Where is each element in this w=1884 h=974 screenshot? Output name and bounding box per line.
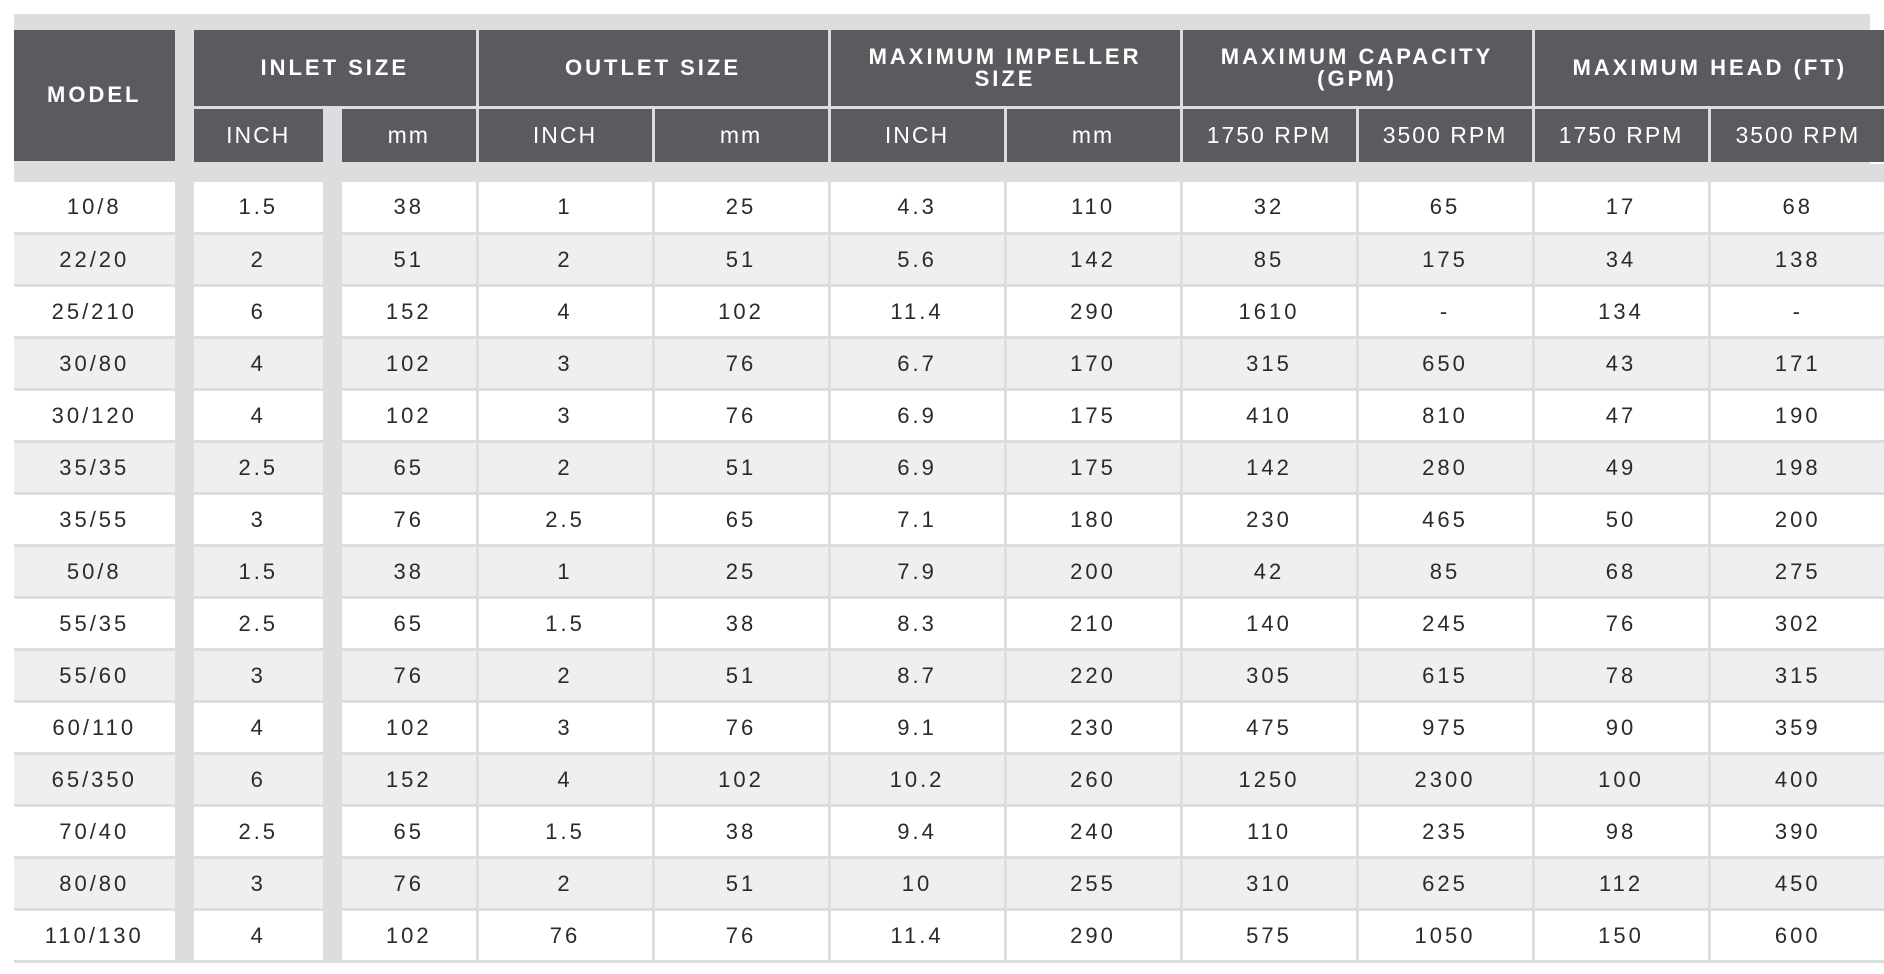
cell-impeller-mm: 290 [1005, 286, 1181, 338]
cell-head-3500: 138 [1709, 234, 1884, 286]
cell-capacity-1750: 1610 [1181, 286, 1357, 338]
cell-inlet-mm: 65 [342, 442, 477, 494]
cell-outlet-mm: 102 [653, 286, 829, 338]
cell-outlet-inch: 1 [477, 546, 653, 598]
header-row-main [14, 30, 1884, 107]
header-model: MODEL [14, 30, 176, 162]
cell-head-3500: 390 [1709, 806, 1884, 858]
subheader-outlet-inch: INCH [477, 107, 653, 162]
cell-capacity-3500: 85 [1357, 546, 1533, 598]
cell-outlet-mm: 51 [653, 858, 829, 910]
cell-capacity-3500: 175 [1357, 234, 1533, 286]
cell-impeller-mm: 180 [1005, 494, 1181, 546]
cell-outlet-inch: 1.5 [477, 598, 653, 650]
cell-impeller-inch: 7.1 [829, 494, 1005, 546]
cell-capacity-1750: 575 [1181, 910, 1357, 962]
cell-inlet-mm: 51 [342, 234, 477, 286]
header-max-capacity [1181, 30, 1533, 107]
cell-model: 70/40 [14, 806, 176, 858]
table-row [14, 858, 1884, 910]
cell-impeller-inch: 8.7 [829, 650, 1005, 702]
table-row [14, 286, 1884, 338]
cell-inlet-inch: 6 [194, 754, 324, 806]
column-gap [324, 286, 342, 338]
cell-head-3500: 600 [1709, 910, 1884, 962]
cell-impeller-mm: 220 [1005, 650, 1181, 702]
cell-capacity-3500: 65 [1357, 182, 1533, 234]
cell-head-3500: 359 [1709, 702, 1884, 754]
cell-head-1750: 68 [1533, 546, 1709, 598]
cell-impeller-inch: 7.9 [829, 546, 1005, 598]
cell-head-3500: 171 [1709, 338, 1884, 390]
cell-capacity-3500: 625 [1357, 858, 1533, 910]
cell-model: 60/110 [14, 702, 176, 754]
cell-inlet-inch: 2.5 [194, 442, 324, 494]
cell-capacity-1750: 140 [1181, 598, 1357, 650]
column-gap [324, 546, 342, 598]
cell-head-1750: 17 [1533, 182, 1709, 234]
cell-impeller-inch: 8.3 [829, 598, 1005, 650]
cell-inlet-mm: 65 [342, 598, 477, 650]
cell-inlet-inch: 1.5 [194, 546, 324, 598]
cell-impeller-inch: 11.4 [829, 286, 1005, 338]
cell-capacity-1750: 85 [1181, 234, 1357, 286]
cell-capacity-3500: 245 [1357, 598, 1533, 650]
cell-impeller-inch: 10 [829, 858, 1005, 910]
cell-capacity-1750: 32 [1181, 182, 1357, 234]
spec-table-frame [14, 14, 1870, 960]
cell-capacity-1750: 310 [1181, 858, 1357, 910]
cell-head-1750: 98 [1533, 806, 1709, 858]
cell-outlet-mm: 76 [653, 390, 829, 442]
cell-inlet-mm: 38 [342, 182, 477, 234]
column-gap [324, 442, 342, 494]
column-gap [324, 390, 342, 442]
cell-head-1750: 150 [1533, 910, 1709, 962]
cell-outlet-inch: 76 [477, 910, 653, 962]
cell-outlet-mm: 76 [653, 702, 829, 754]
cell-inlet-inch: 4 [194, 338, 324, 390]
subheader-gap [324, 107, 342, 162]
cell-outlet-mm: 38 [653, 598, 829, 650]
subheader-impeller-inch: INCH [829, 107, 1005, 162]
header-gap [176, 30, 194, 162]
column-gap [176, 702, 194, 754]
cell-head-3500: - [1709, 286, 1884, 338]
cell-impeller-mm: 175 [1005, 442, 1181, 494]
column-gap [176, 910, 194, 962]
column-gap [176, 546, 194, 598]
table-row [14, 442, 1884, 494]
cell-head-1750: 100 [1533, 754, 1709, 806]
table-row [14, 234, 1884, 286]
table-row [14, 390, 1884, 442]
cell-head-1750: 112 [1533, 858, 1709, 910]
cell-inlet-inch: 3 [194, 494, 324, 546]
table-row [14, 494, 1884, 546]
cell-outlet-mm: 102 [653, 754, 829, 806]
header-max-capacity-line1: MAXIMUM CAPACITY [1220, 43, 1494, 69]
cell-capacity-1750: 1250 [1181, 754, 1357, 806]
cell-capacity-3500: 615 [1357, 650, 1533, 702]
column-gap [176, 650, 194, 702]
cell-head-1750: 134 [1533, 286, 1709, 338]
cell-model: 55/35 [14, 598, 176, 650]
cell-model: 25/210 [14, 286, 176, 338]
cell-impeller-mm: 230 [1005, 702, 1181, 754]
cell-inlet-mm: 76 [342, 494, 477, 546]
cell-capacity-1750: 475 [1181, 702, 1357, 754]
cell-capacity-3500: 280 [1357, 442, 1533, 494]
cell-outlet-mm: 76 [653, 910, 829, 962]
header-max-impeller [829, 30, 1181, 107]
table-row [14, 754, 1884, 806]
cell-inlet-inch: 2.5 [194, 806, 324, 858]
cell-capacity-1750: 315 [1181, 338, 1357, 390]
cell-head-1750: 90 [1533, 702, 1709, 754]
cell-inlet-mm: 152 [342, 754, 477, 806]
pump-spec-table [14, 30, 1884, 963]
cell-impeller-inch: 6.9 [829, 390, 1005, 442]
column-gap [176, 858, 194, 910]
cell-outlet-mm: 38 [653, 806, 829, 858]
cell-inlet-mm: 65 [342, 806, 477, 858]
cell-inlet-inch: 1.5 [194, 182, 324, 234]
column-gap [176, 442, 194, 494]
subheader-capacity-3500: 3500 RPM [1357, 107, 1533, 162]
column-gap [324, 650, 342, 702]
cell-head-3500: 275 [1709, 546, 1884, 598]
column-gap [324, 598, 342, 650]
cell-head-3500: 198 [1709, 442, 1884, 494]
cell-inlet-mm: 76 [342, 858, 477, 910]
cell-model: 35/35 [14, 442, 176, 494]
header-spacer [14, 162, 1884, 182]
cell-model: 22/20 [14, 234, 176, 286]
cell-head-3500: 400 [1709, 754, 1884, 806]
cell-inlet-inch: 4 [194, 390, 324, 442]
cell-impeller-mm: 175 [1005, 390, 1181, 442]
cell-head-3500: 315 [1709, 650, 1884, 702]
cell-outlet-mm: 25 [653, 182, 829, 234]
cell-capacity-3500: 650 [1357, 338, 1533, 390]
cell-inlet-mm: 102 [342, 390, 477, 442]
cell-inlet-mm: 102 [342, 910, 477, 962]
column-gap [324, 182, 342, 234]
column-gap [324, 234, 342, 286]
cell-capacity-1750: 230 [1181, 494, 1357, 546]
cell-impeller-mm: 260 [1005, 754, 1181, 806]
column-gap [324, 910, 342, 962]
cell-inlet-mm: 102 [342, 702, 477, 754]
header-inlet-size: INLET SIZE [194, 30, 477, 107]
cell-outlet-mm: 76 [653, 338, 829, 390]
column-gap [324, 702, 342, 754]
subheader-inlet-inch: INCH [194, 107, 324, 162]
cell-capacity-1750: 42 [1181, 546, 1357, 598]
subheader-outlet-mm: mm [653, 107, 829, 162]
header-max-impeller-line1: MAXIMUM IMPELLER [868, 43, 1142, 69]
cell-head-3500: 200 [1709, 494, 1884, 546]
cell-capacity-3500: 235 [1357, 806, 1533, 858]
cell-outlet-inch: 2.5 [477, 494, 653, 546]
cell-outlet-inch: 3 [477, 390, 653, 442]
cell-impeller-mm: 142 [1005, 234, 1181, 286]
cell-head-3500: 302 [1709, 598, 1884, 650]
cell-head-1750: 50 [1533, 494, 1709, 546]
cell-capacity-1750: 305 [1181, 650, 1357, 702]
cell-model: 80/80 [14, 858, 176, 910]
cell-impeller-mm: 210 [1005, 598, 1181, 650]
cell-inlet-mm: 76 [342, 650, 477, 702]
subheader-head-1750: 1750 RPM [1533, 107, 1709, 162]
cell-outlet-inch: 1 [477, 182, 653, 234]
table-row [14, 338, 1884, 390]
cell-outlet-inch: 3 [477, 338, 653, 390]
cell-outlet-inch: 1.5 [477, 806, 653, 858]
header-max-capacity-line2: (GPM) [1317, 65, 1397, 91]
cell-model: 110/130 [14, 910, 176, 962]
table-row [14, 182, 1884, 234]
cell-head-3500: 68 [1709, 182, 1884, 234]
cell-impeller-inch: 6.9 [829, 442, 1005, 494]
table-row [14, 910, 1884, 962]
cell-capacity-1750: 410 [1181, 390, 1357, 442]
header-outlet-size: OUTLET SIZE [477, 30, 829, 107]
cell-head-1750: 43 [1533, 338, 1709, 390]
cell-capacity-3500: 1050 [1357, 910, 1533, 962]
cell-head-1750: 49 [1533, 442, 1709, 494]
cell-model: 30/80 [14, 338, 176, 390]
table-row [14, 546, 1884, 598]
cell-inlet-inch: 4 [194, 910, 324, 962]
cell-outlet-inch: 4 [477, 286, 653, 338]
cell-impeller-inch: 4.3 [829, 182, 1005, 234]
cell-inlet-mm: 152 [342, 286, 477, 338]
cell-impeller-mm: 170 [1005, 338, 1181, 390]
cell-head-1750: 78 [1533, 650, 1709, 702]
subheader-impeller-mm: mm [1005, 107, 1181, 162]
table-row [14, 650, 1884, 702]
cell-inlet-mm: 38 [342, 546, 477, 598]
cell-head-3500: 190 [1709, 390, 1884, 442]
cell-head-1750: 47 [1533, 390, 1709, 442]
column-gap [176, 754, 194, 806]
column-gap [176, 338, 194, 390]
column-gap [176, 390, 194, 442]
column-gap [324, 494, 342, 546]
cell-outlet-mm: 51 [653, 234, 829, 286]
cell-outlet-inch: 2 [477, 234, 653, 286]
cell-capacity-3500: 465 [1357, 494, 1533, 546]
column-gap [324, 858, 342, 910]
subheader-inlet-mm: mm [342, 107, 477, 162]
cell-outlet-mm: 25 [653, 546, 829, 598]
cell-impeller-mm: 240 [1005, 806, 1181, 858]
cell-inlet-inch: 3 [194, 650, 324, 702]
table-row [14, 702, 1884, 754]
cell-outlet-mm: 51 [653, 650, 829, 702]
cell-capacity-3500: 2300 [1357, 754, 1533, 806]
column-gap [176, 182, 194, 234]
cell-capacity-3500: 975 [1357, 702, 1533, 754]
cell-model: 50/8 [14, 546, 176, 598]
column-gap [176, 234, 194, 286]
cell-impeller-inch: 6.7 [829, 338, 1005, 390]
column-gap [324, 754, 342, 806]
cell-head-1750: 76 [1533, 598, 1709, 650]
cell-outlet-mm: 51 [653, 442, 829, 494]
cell-capacity-1750: 110 [1181, 806, 1357, 858]
cell-impeller-inch: 9.4 [829, 806, 1005, 858]
cell-inlet-inch: 2.5 [194, 598, 324, 650]
cell-capacity-3500: 810 [1357, 390, 1533, 442]
cell-outlet-inch: 2 [477, 442, 653, 494]
column-gap [176, 494, 194, 546]
cell-model: 35/55 [14, 494, 176, 546]
subheader-head-3500: 3500 RPM [1709, 107, 1884, 162]
table-body [14, 182, 1884, 962]
cell-impeller-mm: 110 [1005, 182, 1181, 234]
column-gap [176, 598, 194, 650]
table-row [14, 598, 1884, 650]
cell-model: 10/8 [14, 182, 176, 234]
cell-inlet-mm: 102 [342, 338, 477, 390]
column-gap [324, 806, 342, 858]
cell-inlet-inch: 2 [194, 234, 324, 286]
header-max-impeller-line2: SIZE [974, 65, 1036, 91]
cell-outlet-inch: 2 [477, 650, 653, 702]
cell-capacity-3500: - [1357, 286, 1533, 338]
cell-impeller-mm: 200 [1005, 546, 1181, 598]
table-row [14, 806, 1884, 858]
cell-head-3500: 450 [1709, 858, 1884, 910]
cell-impeller-mm: 255 [1005, 858, 1181, 910]
cell-impeller-inch: 5.6 [829, 234, 1005, 286]
subheader-capacity-1750: 1750 RPM [1181, 107, 1357, 162]
cell-head-1750: 34 [1533, 234, 1709, 286]
cell-impeller-mm: 290 [1005, 910, 1181, 962]
cell-model: 30/120 [14, 390, 176, 442]
cell-impeller-inch: 10.2 [829, 754, 1005, 806]
cell-outlet-mm: 65 [653, 494, 829, 546]
column-gap [176, 286, 194, 338]
cell-inlet-inch: 6 [194, 286, 324, 338]
cell-model: 55/60 [14, 650, 176, 702]
column-gap [324, 338, 342, 390]
cell-impeller-inch: 11.4 [829, 910, 1005, 962]
cell-inlet-inch: 3 [194, 858, 324, 910]
cell-outlet-inch: 2 [477, 858, 653, 910]
header-max-head: MAXIMUM HEAD (FT) [1533, 30, 1884, 107]
column-gap [176, 806, 194, 858]
cell-inlet-inch: 4 [194, 702, 324, 754]
cell-impeller-inch: 9.1 [829, 702, 1005, 754]
cell-outlet-inch: 3 [477, 702, 653, 754]
cell-outlet-inch: 4 [477, 754, 653, 806]
cell-capacity-1750: 142 [1181, 442, 1357, 494]
cell-model: 65/350 [14, 754, 176, 806]
header-row-units [14, 107, 1884, 162]
